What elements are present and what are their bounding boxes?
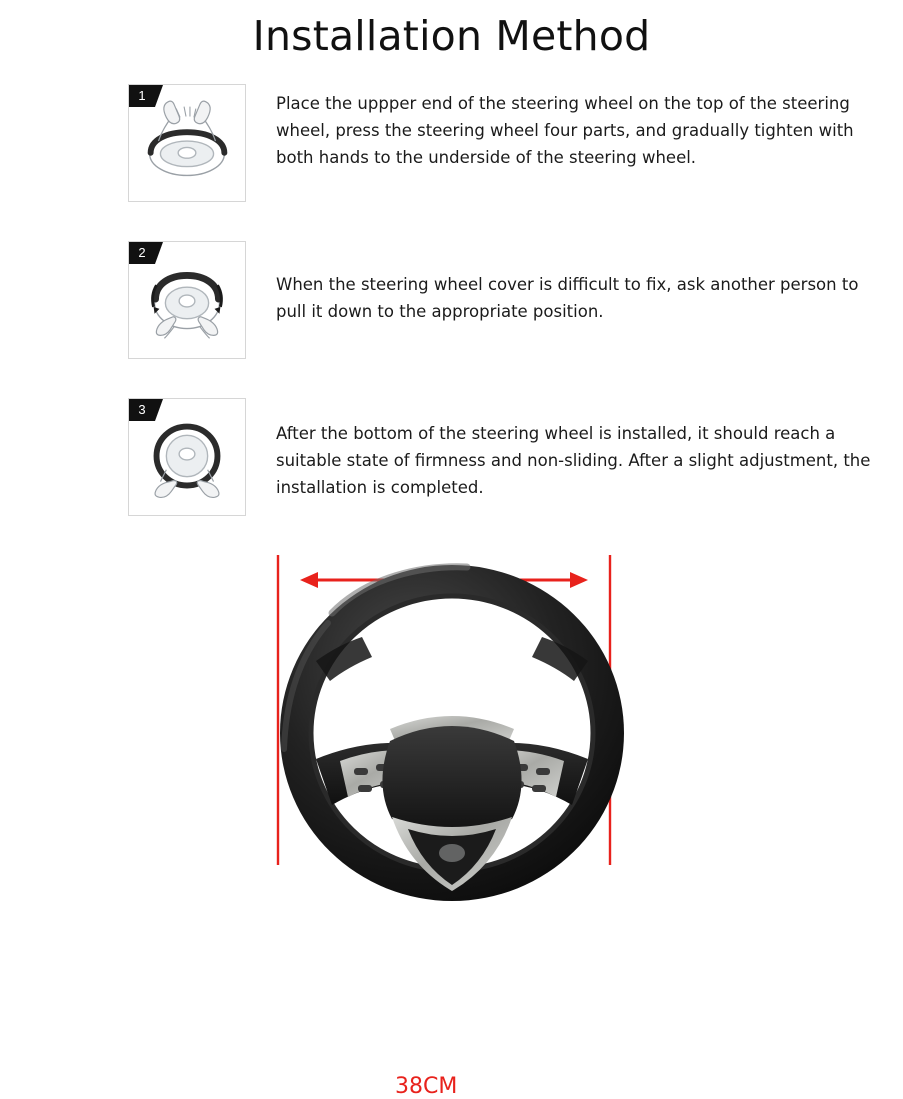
- step-description: Place the uppper end of the steering wheel on the top of the steering wheel, press the steering wheel four parts, and gradually tighten with both hands to the underside of the steering wheel.: [276, 94, 854, 168]
- dimension-label: 38CM: [395, 1074, 458, 1099]
- step-description: When the steering wheel cover is difficult to fix, ask another person to pull it down to the appropriate position.: [276, 275, 859, 322]
- step-number-badge: 2: [129, 242, 155, 264]
- step-number-badge: 1: [129, 85, 155, 107]
- step-description: After the bottom of the steering wheel is installed, it should reach a suitable state of firmness and non-sliding. After a slight adjustment, the installation is completed.: [276, 424, 871, 498]
- steering-wheel-photo: [272, 553, 632, 913]
- list-item: [128, 241, 873, 361]
- list-item: [128, 398, 873, 518]
- step-number-badge: 3: [129, 399, 155, 421]
- step-figure-1: [128, 84, 246, 202]
- step-figure-3: [128, 398, 246, 516]
- installation-instruction-page: [0, 12, 903, 1099]
- page-title: Installation Method: [252, 12, 651, 60]
- steps-list: [0, 84, 903, 518]
- step-figure-2: [128, 241, 246, 359]
- list-item: [128, 84, 873, 204]
- product-dimension-figure: [0, 547, 903, 1099]
